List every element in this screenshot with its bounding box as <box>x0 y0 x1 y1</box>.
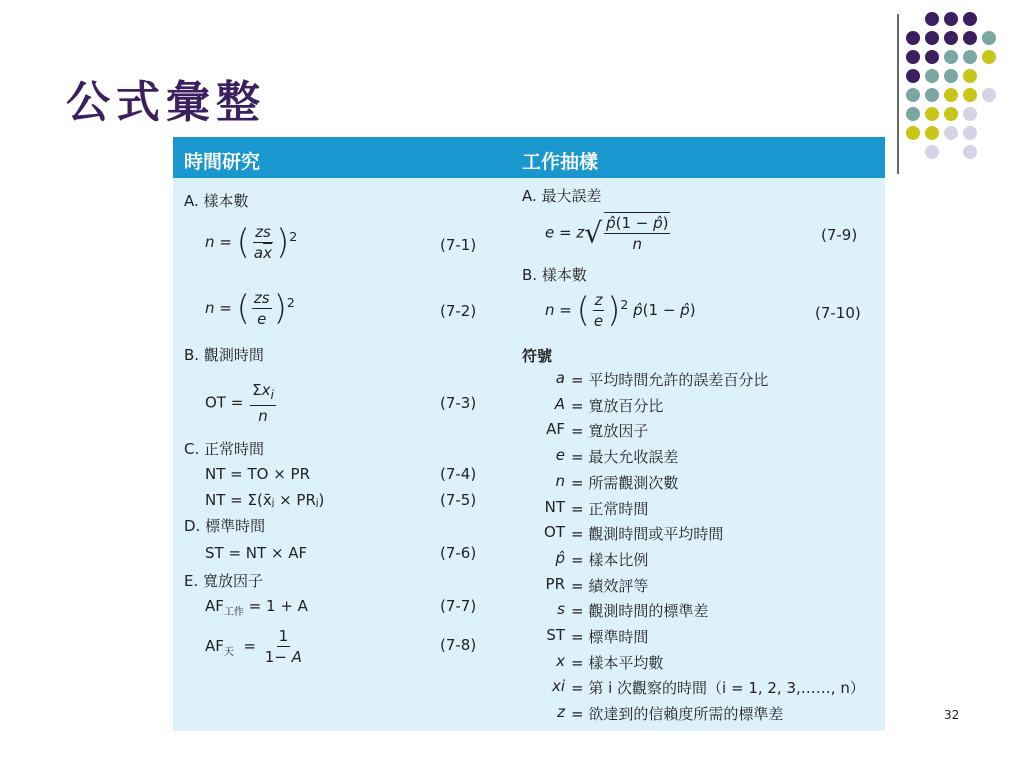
eq-number: (7-6) <box>440 544 477 562</box>
equation-7-4: NT = TO × PR <box>205 465 311 483</box>
symbol-term: n <box>555 471 565 490</box>
symbol-definition: = 所需觀測次數 <box>571 473 679 492</box>
decorative-dot <box>982 50 996 64</box>
equation-7-5: NT = Σ(x̄ⱼ × PRⱼ) <box>205 491 325 509</box>
af-label: AF <box>205 597 224 615</box>
decorative-dot <box>906 126 920 140</box>
section-observed-time: B. 觀測時間 <box>184 346 264 364</box>
af-subscript: 天 <box>223 647 234 658</box>
symbol-definition: = 欲達到的信賴度所需的標準差 <box>571 705 784 724</box>
equation-7-3: OT = $\frac{\Sigma x_i}{n}$ <box>205 381 274 425</box>
decorative-dot <box>944 126 958 140</box>
equation-7-10: n = ( $\frac{z}{e}$ )$^2$ p̂(1 − p̂) <box>545 290 696 331</box>
symbol-term: OT <box>544 523 565 542</box>
eq-number: (7-7) <box>440 597 477 615</box>
equation-7-8: $AF_天$ = $\frac{1}{1- A}$ <box>205 627 302 666</box>
symbol-definition: = 最大允收誤差 <box>571 448 679 467</box>
decorative-dot <box>925 69 939 83</box>
decorative-dot <box>925 12 939 26</box>
decorative-dot <box>925 145 939 159</box>
decorative-dot <box>906 50 920 64</box>
decorative-dot <box>944 12 958 26</box>
equation-7-6: ST = NT × AF <box>205 544 308 562</box>
decorative-dot <box>944 88 958 102</box>
symbol-term: p̂ <box>555 548 565 567</box>
equation-7-9: e = z√ $\frac{p̂(1 - p̂)}{n}$ <box>545 214 669 253</box>
symbol-definition: = 標準時間 <box>571 628 649 646</box>
decorative-dot <box>925 31 939 45</box>
symbol-term: s <box>557 600 565 619</box>
divider-line <box>897 14 899 174</box>
symbol-definition: = 寬放因子 <box>571 422 649 441</box>
symbol-term: xi <box>551 677 565 696</box>
decorative-dot <box>963 12 977 26</box>
symbol-definition: = 第 i 次觀察的時間（i = 1, 2, 3,……, n） <box>571 679 865 698</box>
decorative-dot <box>906 31 920 45</box>
eq-number: (7-3) <box>440 394 477 412</box>
symbol-term: PR <box>545 574 565 593</box>
symbol-definition: = 觀測時間的標準差 <box>571 602 709 621</box>
equation-7-1: n = ( $\frac{zs}{a\overline{x}}$ )$^2$ <box>205 222 298 263</box>
symbol-definition: = 正常時間 <box>571 499 649 518</box>
symbol-definition: = 觀測時間或平均時間 <box>571 525 724 544</box>
section-symbols: 符號 <box>522 347 553 365</box>
symbol-term: x <box>556 651 565 670</box>
equation-7-2: n = ( $\frac{zs}{e}$ )$^2$ <box>205 288 295 329</box>
decorative-dot <box>963 50 977 64</box>
slide-title: 公式彙整 <box>66 77 266 128</box>
decorative-dot <box>963 69 977 83</box>
decorative-dot <box>944 69 958 83</box>
af-rhs: = 1 + A <box>248 597 308 615</box>
symbol-term: A <box>554 394 565 413</box>
decorative-dot <box>925 126 939 140</box>
symbol-definition: = 平均時間允許的誤差百分比 <box>571 371 769 389</box>
symbol-term: a <box>555 369 565 387</box>
eq-number: (7-5) <box>440 491 477 509</box>
eq-number: (7-10) <box>815 304 861 322</box>
decorative-dot <box>925 50 939 64</box>
decorative-dot <box>963 107 977 121</box>
symbol-definition: = 樣本平均數 <box>571 653 664 672</box>
decorative-dot <box>925 88 939 102</box>
decorative-dot <box>963 145 977 159</box>
section-allowance-factor: E. 寬放因子 <box>184 572 264 590</box>
decorative-dot <box>982 31 996 45</box>
decorative-dot <box>925 107 939 121</box>
eq-number: (7-4) <box>440 465 477 483</box>
decorative-dot <box>963 31 977 45</box>
symbol-term: z <box>557 703 565 722</box>
section-normal-time: C. 正常時間 <box>184 440 265 458</box>
eq-number: (7-1) <box>440 236 477 254</box>
section-standard-time: D. 標準時間 <box>184 517 266 535</box>
section-sample-size-right: B. 樣本數 <box>522 266 587 284</box>
decorative-dot <box>963 126 977 140</box>
af-subscript: 工作 <box>223 607 244 618</box>
decorative-dot <box>982 88 996 102</box>
page-number: 32 <box>944 708 960 722</box>
symbol-term: AF <box>546 420 565 439</box>
decorative-dot <box>944 107 958 121</box>
section-sample-size: A. 樣本數 <box>184 192 249 210</box>
symbol-definition: = 績效評等 <box>571 576 649 595</box>
eq-number: (7-8) <box>440 636 477 654</box>
decorative-dot <box>906 88 920 102</box>
symbol-term: e <box>555 446 565 465</box>
symbol-definition: = 樣本比例 <box>571 550 649 569</box>
symbol-term: NT <box>544 497 565 516</box>
equation-7-7 <box>205 597 308 618</box>
eq-number: (7-9) <box>821 226 858 244</box>
decorative-dot <box>906 107 920 121</box>
left-column-header: 時間研究 <box>184 151 261 173</box>
decorative-dot <box>944 50 958 64</box>
decorative-dot <box>963 88 977 102</box>
section-max-error: A. 最大誤差 <box>522 187 602 205</box>
symbol-definition: = 寬放百分比 <box>571 396 664 415</box>
right-column-header: 工作抽樣 <box>522 151 599 173</box>
symbol-term: ST <box>546 626 565 644</box>
decorative-dot <box>944 31 958 45</box>
decorative-dot <box>906 69 920 83</box>
af-label: AF <box>205 637 224 655</box>
eq-number: (7-2) <box>440 302 477 320</box>
